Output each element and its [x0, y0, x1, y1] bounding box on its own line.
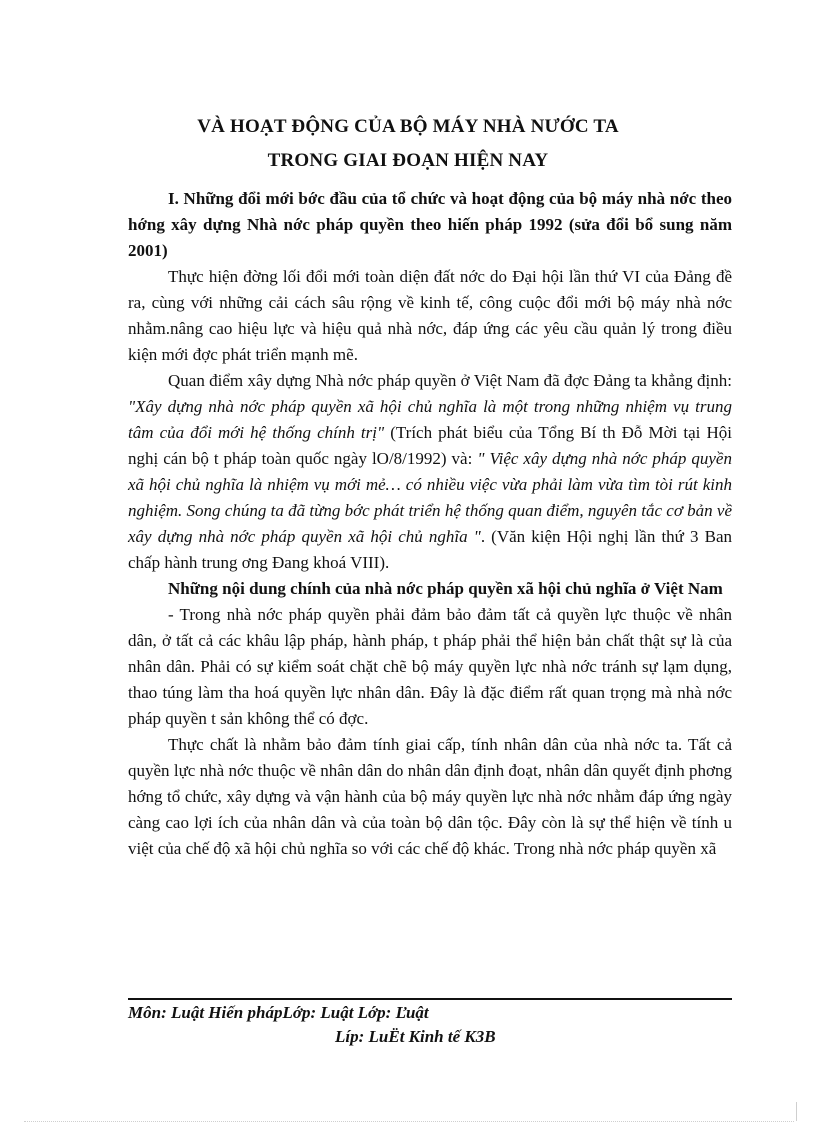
document-body [128, 186, 732, 862]
paragraph-2-text-c: . (Văn kiện Hội nghị lần thứ 3 Ban chấp hành trung ơng Đang khoá VIII). [128, 527, 732, 572]
paragraph-3: - Trong nhà nớc pháp quyền phải đảm bảo đảm tất cả quyền lực thuộc về nhân dân, ở tất cả các khâu lập pháp, hành pháp, t pháp phải thể hiện bản chất thật sự là của nhân dân. Phải có sự kiểm soát chặt chẽ bộ máy quyền lực nhà nớc tránh sự lạm dụng, thao túng làm tha hoá quyền lực nhân dân. Đây là đặc điểm rất quan trọng mà nhà nớc pháp quyền t sản không thể có đợc. [128, 605, 732, 728]
subheading: Những nội dung chính của nhà nớc pháp quyền xã hội chủ nghĩa ở Việt Nam [168, 579, 723, 598]
document-title-line-1: VÀ HOẠT ĐỘNG CỦA BỘ MÁY NHÀ NƯỚC TA [197, 116, 619, 137]
document-title-line-2: TRONG GIAI ĐOẠN HIỆN NAY [267, 150, 549, 171]
paragraph-2 [128, 368, 732, 576]
paragraph-2-quote-1: "Xây dựng nhà nớc pháp quyền xã hội chủ nghĩa là một trong những nhiệm vụ trung tâm của đổi mới hệ thống chính trị" [128, 397, 732, 442]
section-heading: I. Những đổi mới bớc đầu của tổ chức và hoạt động của bộ máy nhà nớc theo hớng xây dựng Nhà nớc pháp quyền theo hiến pháp 1992 (sửa đổi bổ sung năm 2001) [128, 189, 732, 260]
page-corner-mark [796, 1102, 797, 1121]
footer-line-1: Môn: Luật Hiến phápLớp: Luật Lớp: Ľuật [128, 1003, 429, 1022]
paragraph-2-text-b: (Trích phát biểu của Tổng Bí th Đỗ Mời tại Hội nghị cán bộ t pháp toàn quốc ngày lO/8/1992) và: [128, 423, 732, 468]
paragraph-1: Thực hiện đờng lối đổi mới toàn diện đất nớc do Đại hội lần thứ VI của Đảng đề ra, cùng với những cải cách sâu rộng về kinh tế, công cuộc đổi mới bộ máy nhà nớc nhằm.nâng cao hiệu lực và hiệu quả nhà nớc, đáp ứng các yêu cầu quản lý trong điều kiện mới đợc phát triển mạnh mẽ. [128, 267, 732, 364]
paragraph-2-quote-2: " Việc xây dựng nhà nớc pháp quyền xã hội chủ nghĩa là nhiệm vụ mới mẻ… có nhiều việc vừa phải làm vừa tìm tòi rút kinh nghiệm. Song chúng ta đã từng bớc phát triển hệ thống quan điểm, nguyên tắc cơ bản về xây dựng nhà nớc pháp quyền xã hội chủ nghĩa " [128, 449, 732, 546]
footer-line-2: Líp: LuËt Kinh tế K3B [335, 1027, 496, 1046]
footer-divider [128, 998, 732, 1000]
paragraph-4: Thực chất là nhằm bảo đảm tính giai cấp, tính nhân dân của nhà nớc ta. Tất cả quyền lực nhà nớc thuộc về nhân dân do nhân dân định đoạt, nhân dân quyết định phơng hớng tổ chức, xây dựng và vận hành của bộ máy quyền lực nhà nớc nhằm đáp ứng ngày càng cao lợi ích của nhân dân và của toàn bộ dân tộc. Đây còn là sự thể hiện về tính u việt của chế độ xã hội chủ nghĩa so với các chế độ khác. Trong nhà nớc pháp quyền xã [128, 735, 732, 858]
paragraph-2-text-a: Quan điểm xây dựng Nhà nớc pháp quyền ở Việt Nam đã đợc Đảng ta khẳng định: [168, 371, 732, 390]
page-edge-dotted-line [24, 1121, 794, 1122]
